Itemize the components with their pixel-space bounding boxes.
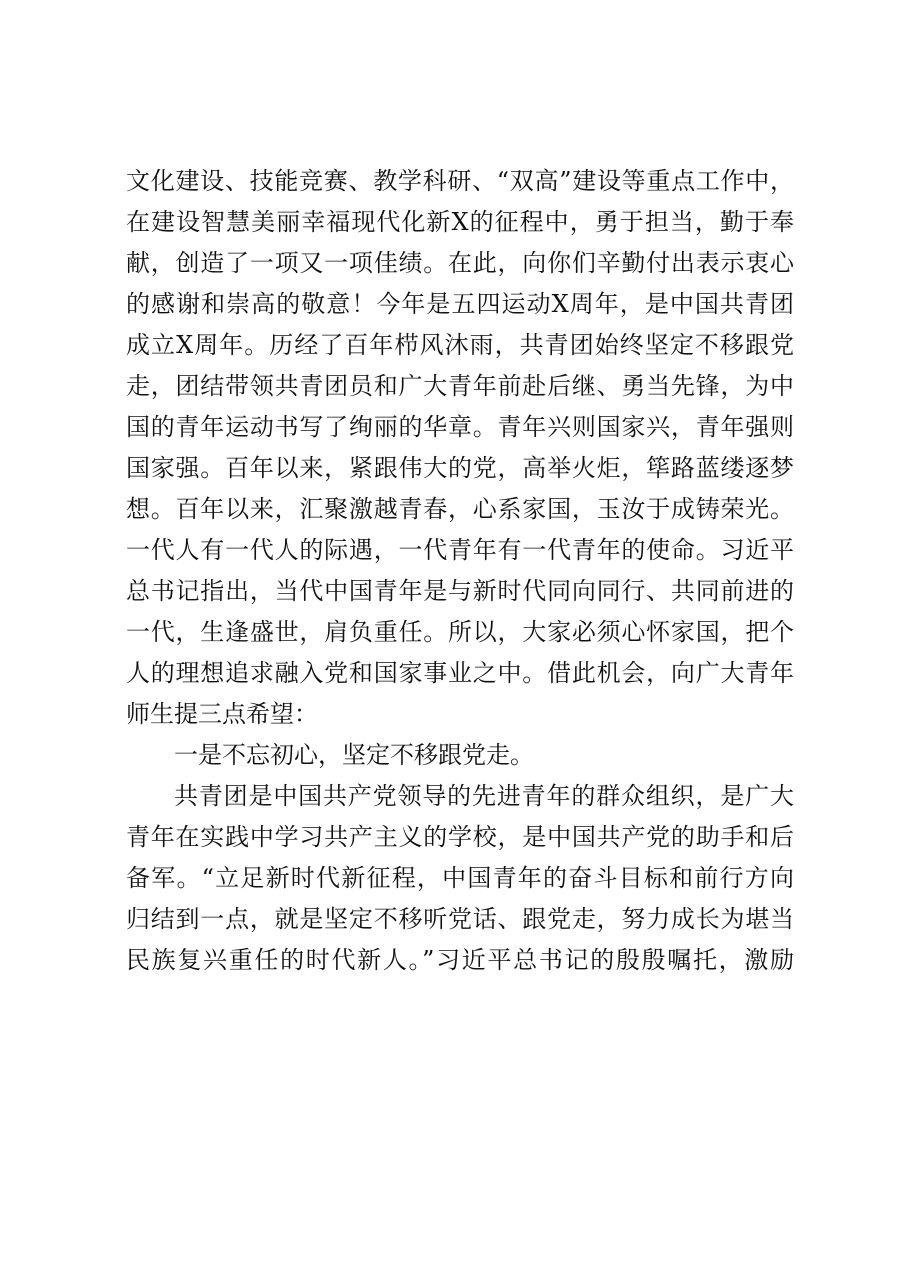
body-text-line: 备军。“立足新时代新征程，中国青年的奋斗目标和前行方向 — [126, 864, 794, 892]
body-text-line: 一代，生逢盛世，肩负重任。所以，大家必须心怀家国，把个 — [126, 618, 794, 646]
body-text-line: 献，创造了一项又一项佳绩。在此，向你们辛勤付出表示衷心 — [126, 249, 794, 277]
body-text-line: 成立X周年。历经了百年栉风沐雨，共青团始终坚定不移跟党 — [126, 331, 794, 359]
body-text-line: 国的青年运动书写了绚丽的华章。青年兴则国家兴，青年强则 — [126, 413, 794, 441]
body-text-line: 一代人有一代人的际遇，一代青年有一代青年的使命。习近平 — [126, 536, 794, 564]
body-text-line: 国家强。百年以来，紧跟伟大的党，高举火炬，筚路蓝缕逐梦 — [126, 454, 794, 482]
body-text-line: 想。百年以来，汇聚激越青春，心系家国，玉汝于成铸荣光。 — [126, 495, 794, 523]
section-heading: 一是不忘初心，坚定不移跟党走。 — [174, 741, 534, 769]
body-text-line: 文化建设、技能竞赛、教学科研、“双高”建设等重点工作中， — [126, 167, 794, 195]
paragraph-first-line: 共青团是中国共产党领导的先进青年的群众组织，是广大 — [174, 782, 794, 810]
body-text-line: 人的理想追求融入党和国家事业之中。借此机会，向广大青年 — [126, 659, 794, 687]
body-text-line: 走，团结带领共青团员和广大青年前赴后继、勇当先锋，为中 — [126, 372, 794, 400]
body-text-line: 的感谢和崇高的敬意！今年是五四运动X周年，是中国共青团 — [126, 290, 794, 318]
body-text-line: 总书记指出，当代中国青年是与新时代同向同行、共同前进的 — [126, 577, 794, 605]
body-text-line: 师生提三点希望： — [126, 700, 318, 728]
body-text-line: 青年在实践中学习共产主义的学校，是中国共产党的助手和后 — [126, 823, 794, 851]
body-text-line: 归结到一点，就是坚定不移听党话、跟党走，努力成长为堪当 — [126, 905, 794, 933]
body-text-line: 在建设智慧美丽幸福现代化新X的征程中，勇于担当，勤于奉 — [126, 208, 794, 236]
body-text-line: 民族复兴重任的时代新人。”习近平总书记的殷殷嘱托，激励 — [126, 946, 794, 974]
